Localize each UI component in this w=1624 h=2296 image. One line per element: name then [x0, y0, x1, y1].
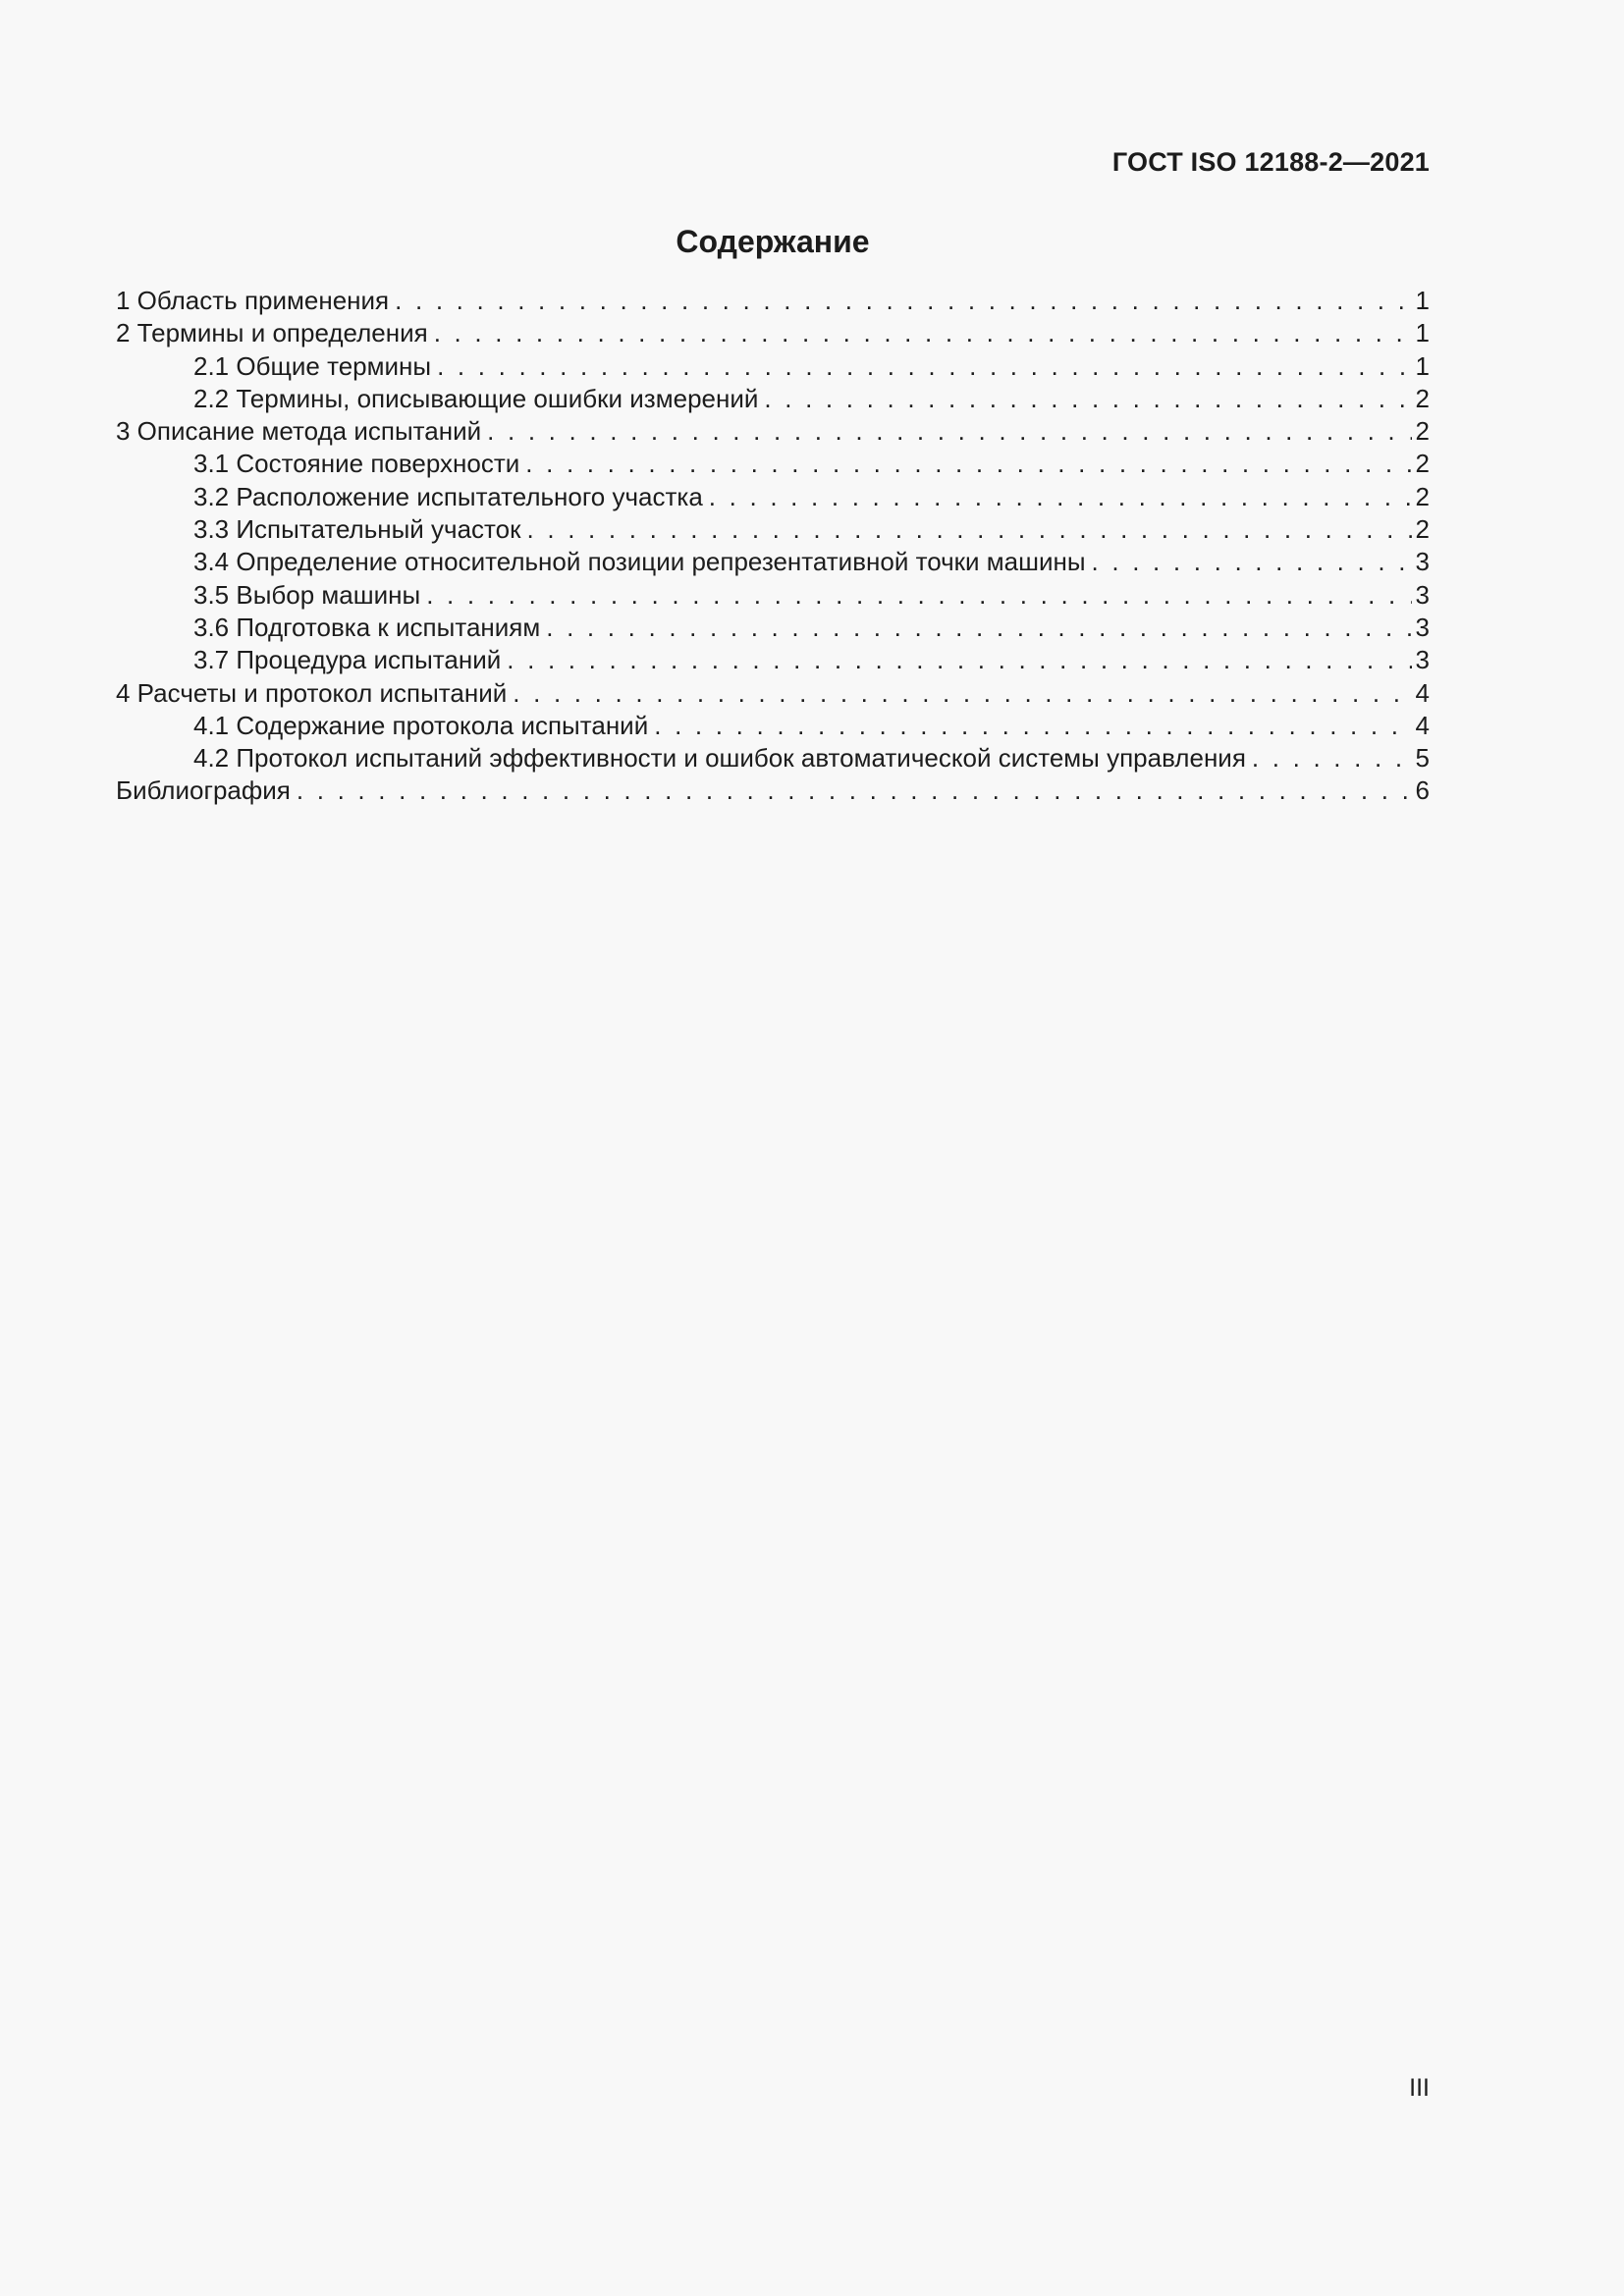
toc-entry[interactable] — [116, 513, 1430, 546]
toc-dot-leader — [764, 383, 1411, 415]
toc-entry-label: 3 Описание метода испытаний — [116, 416, 482, 447]
toc-entry-page: 2 — [1415, 383, 1430, 413]
toc-entry-label: 2.1 Общие термины — [193, 350, 432, 381]
toc-entry-label: 1 Область применения — [116, 286, 390, 315]
toc-entry-page: 1 — [1415, 286, 1430, 315]
toc-entry-label: 3.7 Процедура испытаний — [193, 645, 502, 675]
toc-dot-leader — [1092, 546, 1412, 578]
toc-entry[interactable] — [116, 677, 1430, 710]
toc-entry-page: 5 — [1415, 743, 1430, 774]
toc-entry-page: 2 — [1415, 449, 1430, 479]
toc-dot-leader — [487, 415, 1411, 448]
toc-dot-leader — [507, 644, 1411, 676]
toc-entry-page: 1 — [1415, 350, 1430, 381]
toc-entry[interactable] — [116, 481, 1430, 513]
toc-entry[interactable] — [116, 317, 1430, 349]
toc-dot-leader — [1252, 742, 1412, 774]
toc-entry-page: 6 — [1415, 775, 1430, 806]
toc-entry[interactable] — [116, 742, 1430, 774]
toc-dot-leader — [434, 317, 1412, 349]
toc-dot-leader — [527, 513, 1412, 546]
toc-entry-label: 4 Расчеты и протокол испытаний — [116, 677, 508, 708]
toc-entry[interactable] — [116, 612, 1430, 644]
toc-title: Содержание — [676, 224, 870, 259]
toc-dot-leader — [437, 350, 1411, 383]
table-of-contents — [116, 285, 1430, 808]
toc-entry-label: Библиография — [116, 775, 291, 806]
toc-entry[interactable] — [116, 546, 1430, 578]
toc-dot-leader — [525, 448, 1411, 480]
toc-entry-label: 3.4 Определение относительной позиции репрезентативной точки машины — [193, 547, 1086, 577]
document-header: ГОСТ ISO 12188-2—2021 — [1111, 147, 1430, 177]
toc-entry-label: 2 Термины и определения — [116, 318, 428, 348]
toc-dot-leader — [654, 710, 1411, 742]
toc-entry-page: 2 — [1415, 481, 1430, 511]
toc-entry-page: 4 — [1415, 710, 1430, 740]
toc-entry-label: 3.5 Выбор машины — [193, 579, 421, 610]
toc-dot-leader — [709, 481, 1412, 513]
toc-entry-label: 3.3 Испытательный участок — [193, 514, 521, 545]
toc-entry-label: 4.1 Содержание протокола испытаний — [193, 710, 649, 740]
toc-entry[interactable] — [116, 644, 1430, 676]
toc-entry-label: 3.2 Расположение испытательного участка — [193, 481, 703, 511]
toc-entry-page: 2 — [1415, 514, 1430, 545]
toc-dot-leader — [395, 285, 1411, 317]
toc-entry-page: 3 — [1415, 579, 1430, 610]
toc-dot-leader — [546, 612, 1411, 644]
toc-entry[interactable] — [116, 774, 1430, 807]
toc-entry-page: 4 — [1415, 677, 1430, 708]
toc-dot-leader — [426, 579, 1411, 612]
toc-entry-page: 3 — [1415, 645, 1430, 675]
toc-entry[interactable] — [116, 579, 1430, 612]
toc-entry[interactable] — [116, 710, 1430, 742]
toc-entry-label: 4.2 Протокол испытаний эффективности и ошибок автоматической системы управления — [193, 743, 1246, 774]
toc-entry[interactable] — [116, 448, 1430, 480]
toc-entry-page: 3 — [1415, 612, 1430, 642]
toc-entry-page: 2 — [1415, 416, 1430, 447]
toc-entry-label: 2.2 Термины, описывающие ошибки измерений — [193, 383, 759, 413]
toc-entry[interactable] — [116, 383, 1430, 415]
toc-entry-label: 3.6 Подготовка к испытаниям — [193, 612, 541, 642]
toc-dot-leader — [513, 677, 1411, 710]
toc-entry[interactable] — [116, 285, 1430, 317]
toc-entry-label: 3.1 Состояние поверхности — [193, 449, 520, 479]
toc-dot-leader — [297, 774, 1412, 807]
toc-entry[interactable] — [116, 415, 1430, 448]
toc-entry[interactable] — [116, 350, 1430, 383]
toc-entry-page: 3 — [1415, 547, 1430, 577]
page-number: III — [1409, 2074, 1430, 2102]
toc-entry-page: 1 — [1415, 318, 1430, 348]
